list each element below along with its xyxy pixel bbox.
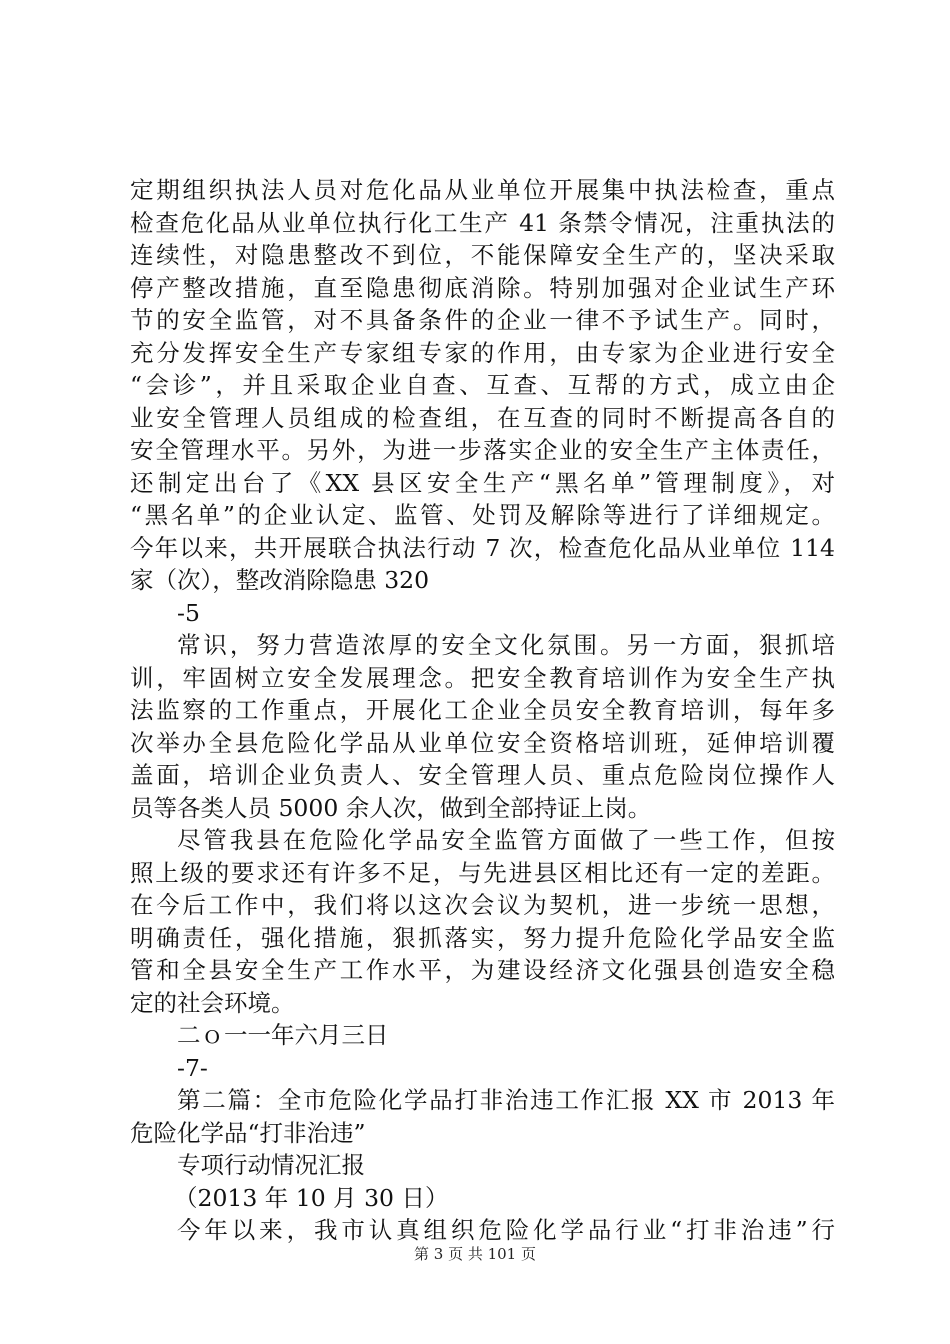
text-line: “会诊”，并且采取企业自查、互查、互帮的方式，成立由企 [130, 371, 835, 399]
text-line: 盖面，培训企业负责人、安全管理人员、重点危险岗位操作人 [130, 761, 835, 789]
text-line: 还制定出台了《XX 县区安全生产“黑名单”管理制度》，对 [130, 468, 835, 497]
date-line: 二ｏ一一年六月三日 [177, 1021, 389, 1049]
text-line: 明确责任，强化措施，狠抓落实，努力提升危险化学品安全监 [130, 923, 835, 952]
page-marker: -7- [177, 1053, 208, 1082]
document-body [130, 174, 835, 1247]
text-line: 节的安全监管，对不具备条件的企业一律不予试生产。同时， [130, 306, 835, 334]
text-line: 管和全县安全生产工作水平，为建设经济文化强县创造安全稳 [130, 956, 835, 984]
text-line: 安全管理水平。另外，为进一步落实企业的安全生产主体责任， [130, 436, 835, 464]
text-line: 员等各类人员 5000 余人次，做到全部持证上岗。 [130, 793, 652, 822]
text-line: “黑名单”的企业认定、监管、处罚及解除等进行了详细规定。 [130, 501, 835, 529]
text-line: 照上级的要求还有许多不足，与先进县区相比还有一定的差距。 [130, 858, 835, 887]
report-title: 专项行动情况汇报 [177, 1151, 365, 1179]
text-line: 在今后工作中，我们将以这次会议为契机，进一步统一思想， [130, 891, 835, 919]
text-line: 法监察的工作重点，开展化工企业全员安全教育培训，每年多 [130, 696, 835, 724]
section-heading: 第二篇：全市危险化学品打非治违工作汇报 XX 市 2013 年 [177, 1086, 835, 1114]
paragraph-start: 今年以来，我市认真组织危险化学品行业“打非治违”行 [177, 1216, 835, 1244]
text-line: 停产整改措施，直至隐患彻底消除。特别加强对企业试生产环 [130, 273, 835, 302]
paragraph-start: 尽管我县在危险化学品安全监管方面做了一些工作，但按 [177, 826, 835, 854]
page-marker: -5 [177, 598, 200, 627]
text-line: 今年以来，共开展联合执法行动 7 次，检查危化品从业单位 114 [130, 533, 835, 562]
page-footer: 第 3 页 共 101 页 [413, 1245, 536, 1263]
text-line: 定期组织执法人员对危化品从业单位开展集中执法检查，重点 [130, 176, 835, 204]
section-heading-continued: 危险化学品“打非治违” [130, 1118, 366, 1147]
text-line: 次举办全县危险化学品从业单位安全资格培训班，延伸培训覆 [130, 728, 835, 757]
text-line: 检查危化品从业单位执行化工生产 41 条禁令情况，注重执法的 [130, 208, 835, 237]
paragraph-start: 常识，努力营造浓厚的安全文化氛围。另一方面，狠抓培 [177, 631, 835, 659]
report-date: （2013 年 10 月 30 日） [174, 1183, 449, 1212]
text-line: 训，牢固树立安全发展理念。把安全教育培训作为安全生产执 [130, 663, 835, 692]
text-line: 定的社会环境。 [130, 988, 295, 1017]
text-line: 连续性，对隐患整改不到位，不能保障安全生产的，坚决采取 [130, 241, 835, 269]
text-line: 充分发挥安全生产专家组专家的作用，由专家为企业进行安全 [130, 338, 835, 367]
text-line: 家（次），整改消除隐患 320 [130, 566, 430, 594]
text-line: 业安全管理人员组成的检查组，在互查的同时不断提高各自的 [130, 403, 835, 432]
